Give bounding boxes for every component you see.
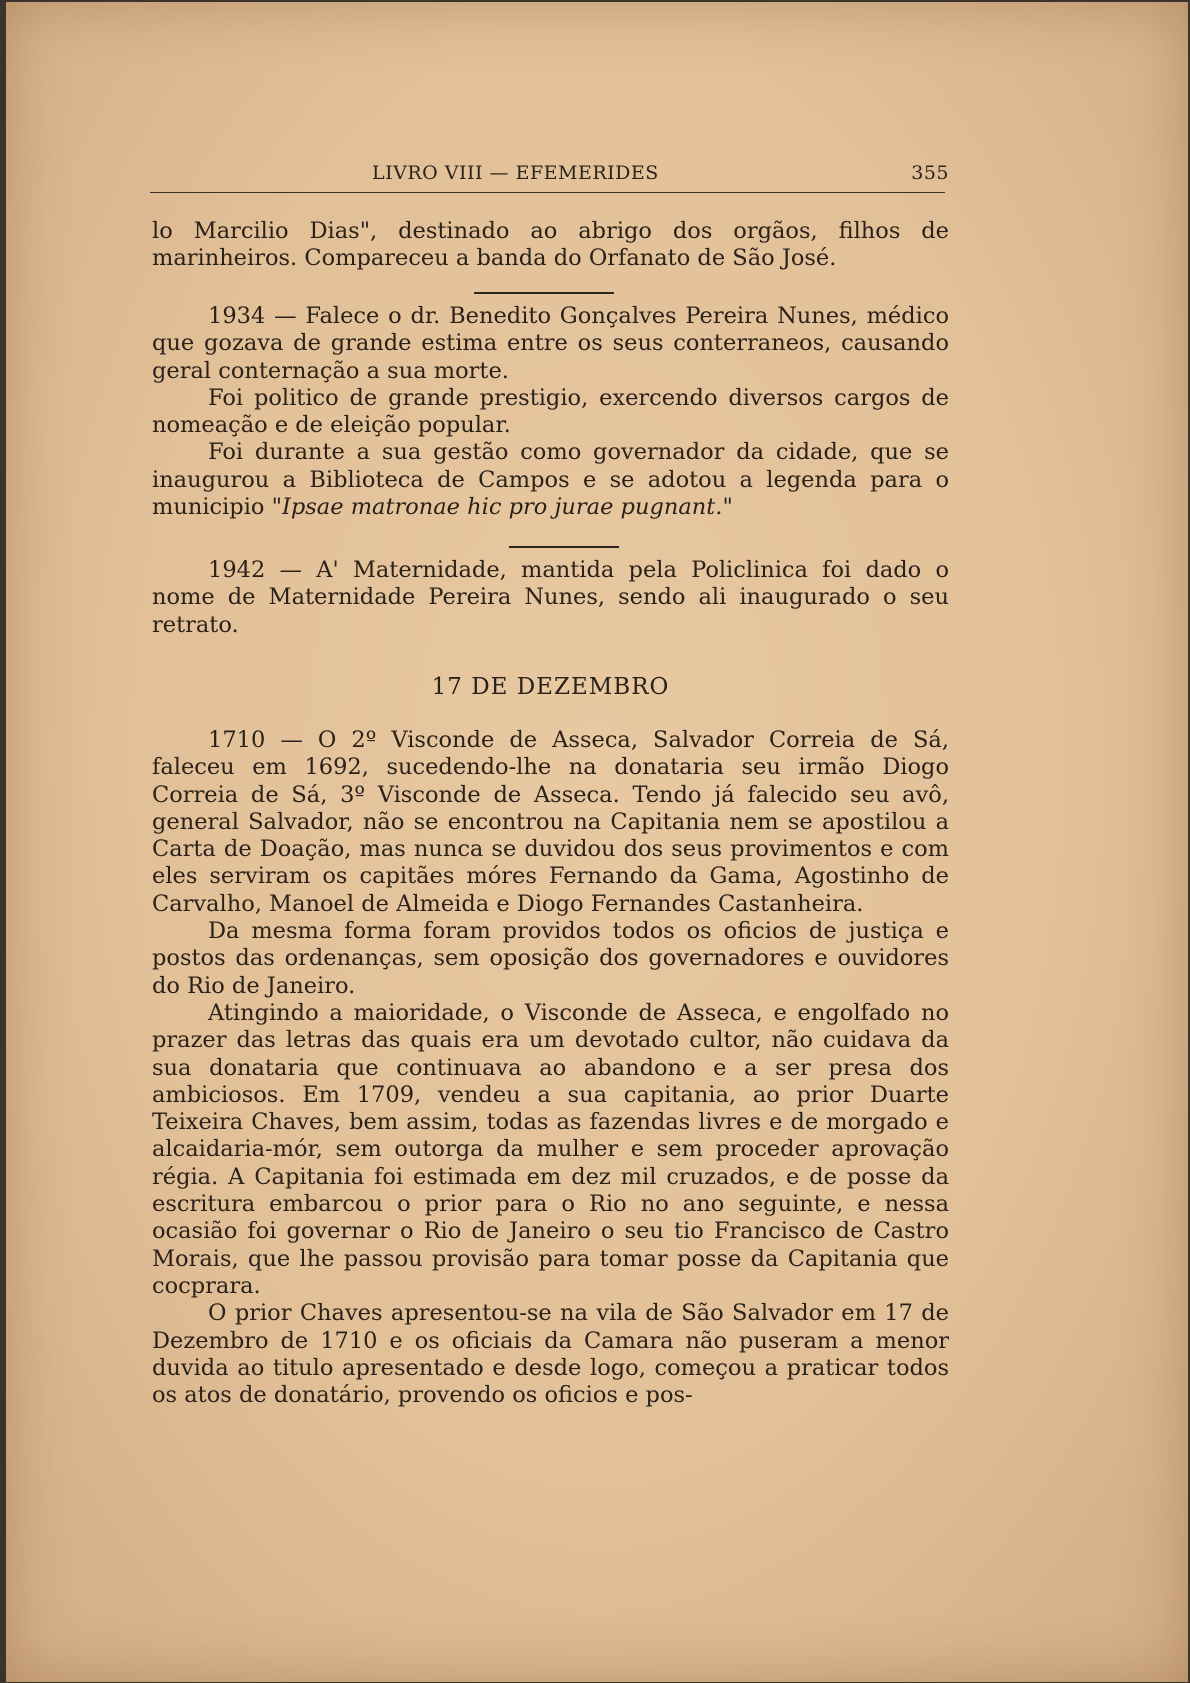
paragraph: Da mesma forma foram providos todos os oficios de justiça e postos das ordenanças, sem oposição dos governadores e ouvidores do Rio de Janeiro. bbox=[152, 918, 949, 999]
paragraph: 1710 — O 2º Visconde de Asseca, Salvador Correia de Sá, faleceu em 1692, sucedendo-lhe na donataria seu irmão Diogo Correia de Sá, 3º Visconde de Asseca. Tendo já falecido seu avô, general Salvador, não se encontrou na Capitania nem se apostilou a Carta de Doação, mas nunca se duvidou dos seus provimentos e com eles serviram os capitães móres Fernando da Gama, Agostinho de Carvalho, Manoel de Almeida e Diogo Fernandes Castanheira. bbox=[152, 727, 949, 917]
text-block-continuation bbox=[152, 218, 949, 273]
separator-rule bbox=[474, 292, 614, 294]
running-header bbox=[152, 162, 949, 188]
text-block-1710 bbox=[152, 727, 949, 1409]
paragraph: 1942 — A' Maternidade, mantida pela Policlinica foi dado o nome de Maternidade Pereira Nunes, sendo ali inaugurado o seu retrato. bbox=[152, 557, 949, 638]
paragraph-text: Foi durante a sua gestão como governador da cidade, que se inaugurou a Biblioteca de Campos e se adotou a legenda para o municipio " bbox=[152, 439, 949, 521]
paragraph: 1934 — Falece o dr. Benedito Gonçalves Pereira Nunes, médico que gozava de grande estima entre os seus conterraneos, causando geral conternação a sua morte. bbox=[152, 303, 949, 384]
section-title: 17 DE DEZEMBRO bbox=[431, 674, 670, 700]
paragraph bbox=[152, 439, 949, 521]
paragraph: lo Marcilio Dias", destinado ao abrigo dos orgãos, filhos de marinheiros. Compareceu a banda do Orfanato de São José. bbox=[152, 218, 949, 272]
book-page bbox=[6, 2, 1188, 1682]
paragraph: Atingindo a maioridade, o Visconde de Asseca, e engolfado no prazer das letras das quais era um devotado cultor, não cuidava da sua donataria que continuava ao abandono e a ser presa dos ambiciosos. Em 1709, vendeu a sua capitania, ao prior Duarte Teixeira Chaves, bem assim, todas as fazendas livres e de morgado e alcaidaria-mór, sem outorga da mulher e sem proceder aprovação régia. A Capitania foi estimada em dez mil cruzados, e de posse da escritura embarcou o prior para o Rio no ano seguinte, e nessa ocasião foi governar o Rio de Janeiro o seu tio Francisco de Castro Morais, que lhe passou provisão para tomar posse da Capitania que cocprara. bbox=[152, 999, 949, 1299]
separator-rule bbox=[509, 546, 619, 548]
text-block-1934 bbox=[152, 303, 949, 521]
header-rule bbox=[150, 192, 945, 193]
header-title: LIVRO VIII — EFEMERIDES bbox=[372, 162, 659, 184]
paragraph-text: " bbox=[722, 494, 733, 521]
paragraph: Foi politico de grande prestigio, exercendo diversos cargos de nomeação e de eleição popular. bbox=[152, 384, 949, 439]
text-block-1942 bbox=[152, 557, 949, 639]
paragraph: O prior Chaves apresentou-se na vila de São Salvador em 17 de Dezembro de 1710 e os oficiais da Camara não puseram a menor duvida ao titulo apresentado e desde logo, começou a praticar todos os atos de donatário, provendo os oficios e pos- bbox=[152, 1300, 949, 1409]
latin-motto: Ipsae matronae hic pro jurae pugnant. bbox=[281, 494, 723, 521]
page-number: 355 bbox=[911, 162, 949, 184]
